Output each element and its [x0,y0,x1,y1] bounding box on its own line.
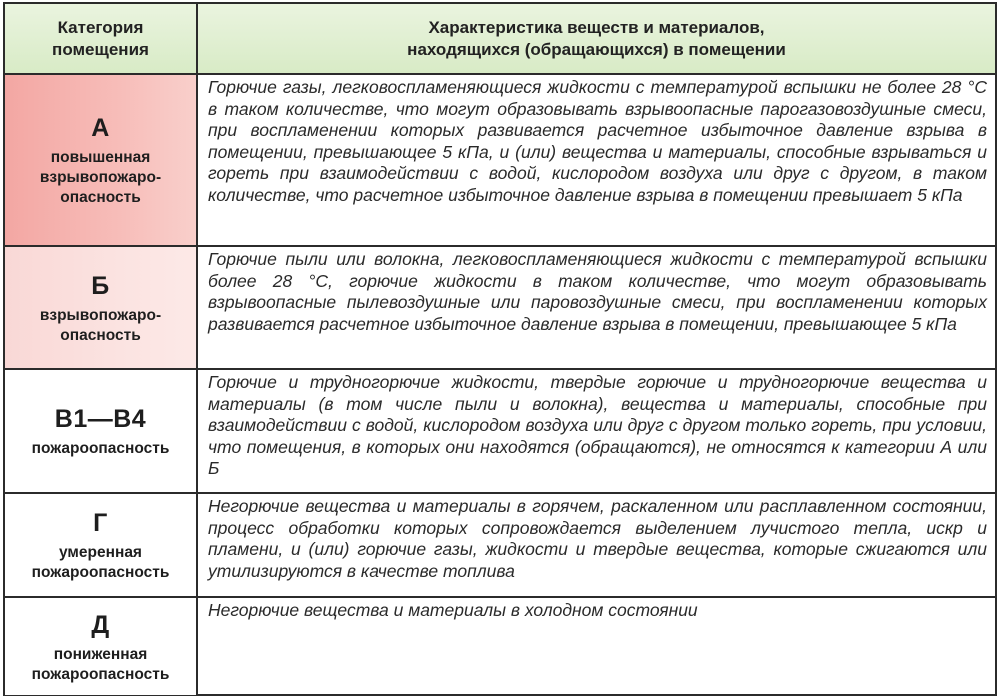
category-letter: А [91,114,110,142]
characteristic-text: Негорючие вещества и материалы в холодном состоянии [197,597,995,695]
category-description [5,645,196,685]
header-category [5,4,197,74]
category-description-line: опасность [60,189,141,206]
characteristic-text: Горючие газы, легковоспламеняющиеся жидкости с температурой вспышки не более 28 °С в таком количестве, что могут образовывать взрывоопасные парогазовоздушные смеси, при воспламенении которых развивается расчетное избыточное давление взрыва в помещении, превышающее 5 кПа, и (или) вещества и материалы, способные взрываться и гореть при взаимодействии с водой, кислородом воздуха или друг с другом, в таком количестве, что расчетное избыточное давление взрыва в помещении превышает 5 кПа [197,74,995,246]
category-description-line: взрывопожаро- [39,169,162,186]
category-letter: Д [91,610,110,639]
category-description [5,439,196,459]
category-cell-b [5,246,197,369]
characteristic-text: Горючие пыли или волокна, легковоспламеняющиеся жидкости с температурой вспышки более 28 °С, горючие жидкости в таком количестве, что могут образовывать взрывоопасные пылевоздушные или паровоздушные смеси, при воспламенении которых развивается расчетное избыточное давление взрыва в помещении, превышающее 5 кПа [197,246,995,369]
category-letter: Г [93,509,108,537]
category-table [5,4,995,695]
header-characteristic-line2: находящихся (обращающихся) в помещении [407,39,786,59]
table-header-row [5,4,995,74]
category-description [5,306,196,346]
category-cell-d [5,597,197,695]
category-letter: Б [91,271,110,300]
characteristic-text: Горючие и трудногорючие жидкости, твердые горючие и трудногорючие вещества и материалы (в том числе пыли и волокна), вещества и материалы, способные при взаимодействии с водой, кислородом воздуха или друг с другом только гореть, при условии, что помещения, в которых они находятся (обращаются), не относятся к категории А или Б [197,369,995,493]
category-cell-v [5,369,197,493]
category-description-line: пожароопасность [31,564,170,581]
category-table-container [3,2,997,696]
category-cell-a [5,74,197,246]
table-row [5,246,995,369]
table-row [5,369,995,493]
header-category-line1: Категория [57,17,144,37]
category-description-line: умеренная [59,544,142,561]
table-row [5,597,995,695]
header-characteristic [197,4,995,74]
header-characteristic-line1: Характеристика веществ и материалов, [428,17,765,37]
table-row [5,74,995,246]
category-description-line: повышенная [50,149,151,166]
category-description-line: пожароопасность [31,665,170,683]
category-description [5,543,196,583]
category-description-line: пониженная [53,645,148,663]
characteristic-text: Негорючие вещества и материалы в горячем, раскаленном или расплавленном состоянии, процесс обработки которых сопровождается выделением лучистого тепла, искр и пламени, и (или) горючие газы, жидкости и твердые вещества, которые сжигаются или утилизируются в качестве топлива [197,493,995,597]
category-description [5,148,196,208]
table-row [5,493,995,597]
category-description-line: пожароопасность [31,440,170,457]
category-cell-g [5,493,197,597]
category-letter: В1—В4 [54,405,147,433]
category-description-line: опасность [60,326,141,344]
category-description-line: взрывопожаро- [39,306,162,324]
header-category-line2: помещения [52,39,149,59]
